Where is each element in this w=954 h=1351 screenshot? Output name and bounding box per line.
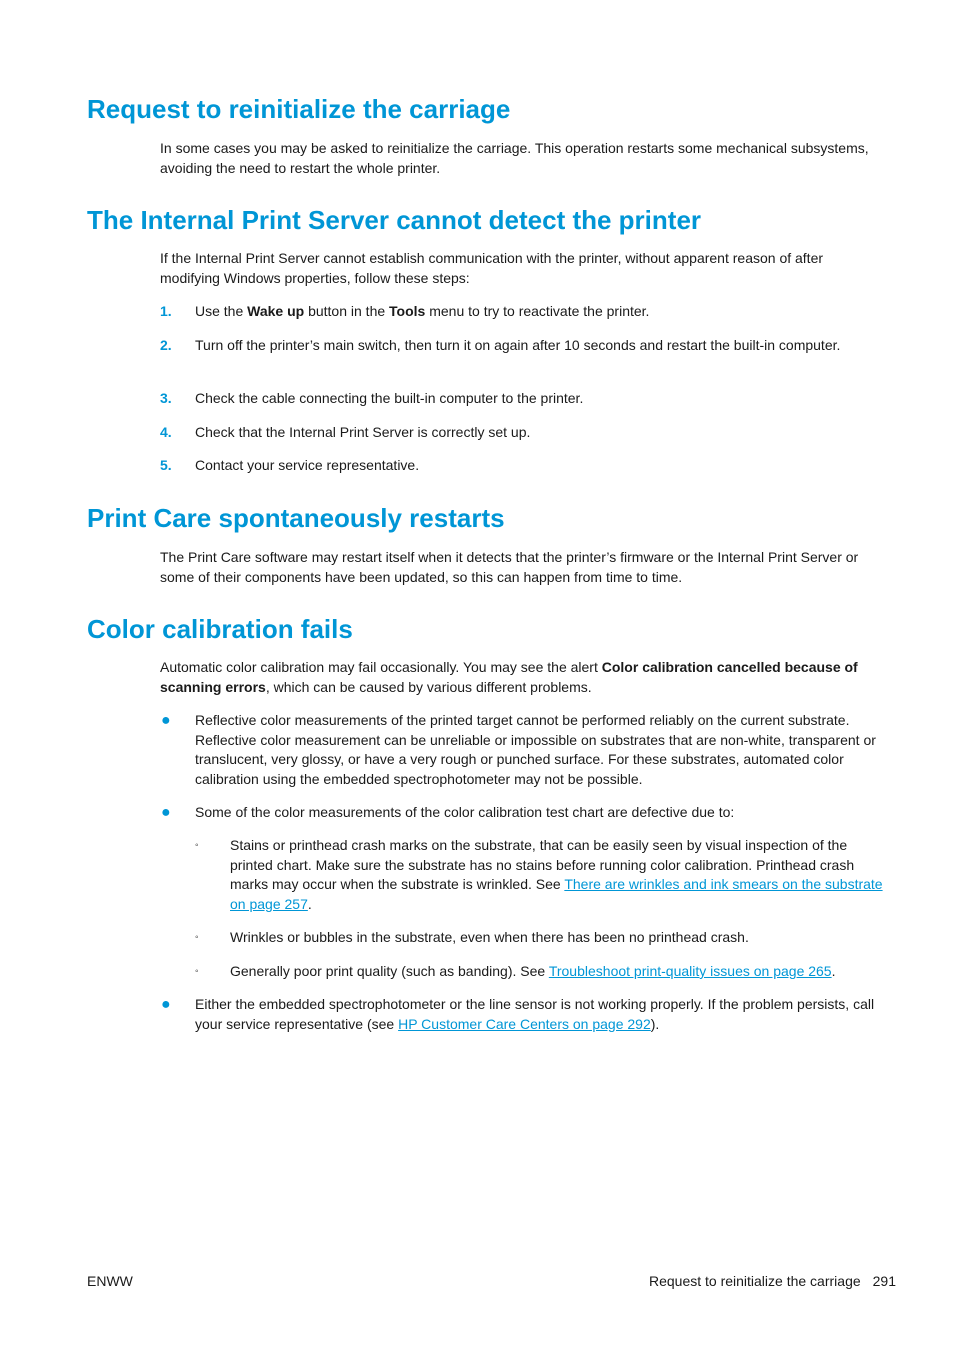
step-text: Contact your service representative.: [195, 457, 420, 473]
footer-running-title: Request to reinitialize the carriage: [648, 1273, 861, 1289]
step-number: 3.: [160, 390, 172, 406]
paragraph-print-care: The Print Care software may restart itself when it detects that the printer’s firmware or the Internal Print Server or some of their components have been updated, so this can happen from time to time.: [160, 549, 859, 585]
sub-bullet-icon: ◦: [195, 966, 199, 977]
tools-label: Tools: [389, 303, 426, 319]
bullet-text: Reflective color measurements of the printed target cannot be performed reliably on the current substrate. Reflective color measurement can be unreliable or impossible on substrates that are non-white, transparent or translucent, very glossy, or have a very rough or punched surface. For these substrates, automated color calibration using the embedded spectrophotometer may not be possible.: [195, 712, 876, 787]
page-number: 291: [872, 1273, 896, 1289]
section-title-color-calibration: Color calibration fails: [87, 614, 353, 644]
paragraph-reinitialize-carriage: In some cases you may be asked to reinitialize the carriage. This operation restarts some mechanical subsystems, avoiding the need to restart the whole printer.: [160, 140, 869, 176]
bullet-icon: ●: [161, 804, 171, 821]
step-text: Turn off the printer’s main switch, then turn it on again after 10 seconds and restart the built-in computer.: [195, 337, 841, 353]
bullet-icon: ●: [161, 996, 171, 1013]
sub-bullet-icon: ◦: [195, 932, 199, 943]
step-number: 1.: [160, 303, 172, 319]
section-title-print-server: The Internal Print Server cannot detect the printer: [87, 205, 702, 235]
alert-message: Color calibration cancelled because of scanning errors: [160, 659, 858, 695]
paragraph-color-calibration: Automatic color calibration may fail occasionally. You may see the alert Color calibration cancelled because of scanning errors, which can be caused by various different problems.: [160, 659, 858, 695]
wake-up-label: Wake up: [247, 303, 305, 319]
footer-left: ENWW: [87, 1273, 133, 1289]
step-text: Check the cable connecting the built-in computer to the printer.: [195, 390, 584, 406]
footer-right: [649, 1272, 896, 1292]
step-number: 2.: [160, 337, 172, 353]
link-troubleshoot-print-quality[interactable]: Troubleshoot print-quality issues on page 265: [548, 963, 832, 979]
paragraph-print-server: If the Internal Print Server cannot establish communication with the printer, without apparent reason of after modifying Windows properties, follow these steps:: [160, 250, 824, 286]
bullet-text: Either the embedded spectrophotometer or the line sensor is not working properly. If the problem persists, call your service representative (see HP Customer Care Centers on page 292).: [195, 996, 875, 1032]
subbullet-text: Stains or printhead crash marks on the substrate, that can be easily seen by visual inspection of the printed chart. Make sure the substrate has no stains before running color calibration. Printhead crash marks may occur when the substrate is wrinkled. See There are wrinkles and ink smears on the substrate on page 257.: [230, 837, 883, 912]
step-number: 5.: [160, 457, 172, 473]
section-title-reinitialize-carriage: Request to reinitialize the carriage: [87, 94, 511, 124]
subbullet-text: Wrinkles or bubbles in the substrate, even when there has been no printhead crash.: [230, 929, 749, 945]
bullet-icon: ●: [161, 712, 171, 729]
step-text: Check that the Internal Print Server is correctly set up.: [195, 424, 531, 440]
step-number: 4.: [160, 424, 172, 440]
step-text: Use the Wake up button in the Tools menu to try to reactivate the printer.: [195, 303, 650, 319]
section-title-print-care: Print Care spontaneously restarts: [87, 503, 505, 533]
bullet-text: Some of the color measurements of the color calibration test chart are defective due to:: [195, 804, 735, 820]
link-hp-customer-care[interactable]: HP Customer Care Centers on page 292: [398, 1015, 651, 1032]
sub-bullet-icon: ◦: [195, 840, 199, 851]
link-wrinkles-ink-smears[interactable]: There are wrinkles and ink smears on the substrate on page 257: [230, 876, 883, 912]
subbullet-text: Generally poor print quality (such as banding). See Troubleshoot print-quality issues on page 265.: [230, 963, 836, 979]
